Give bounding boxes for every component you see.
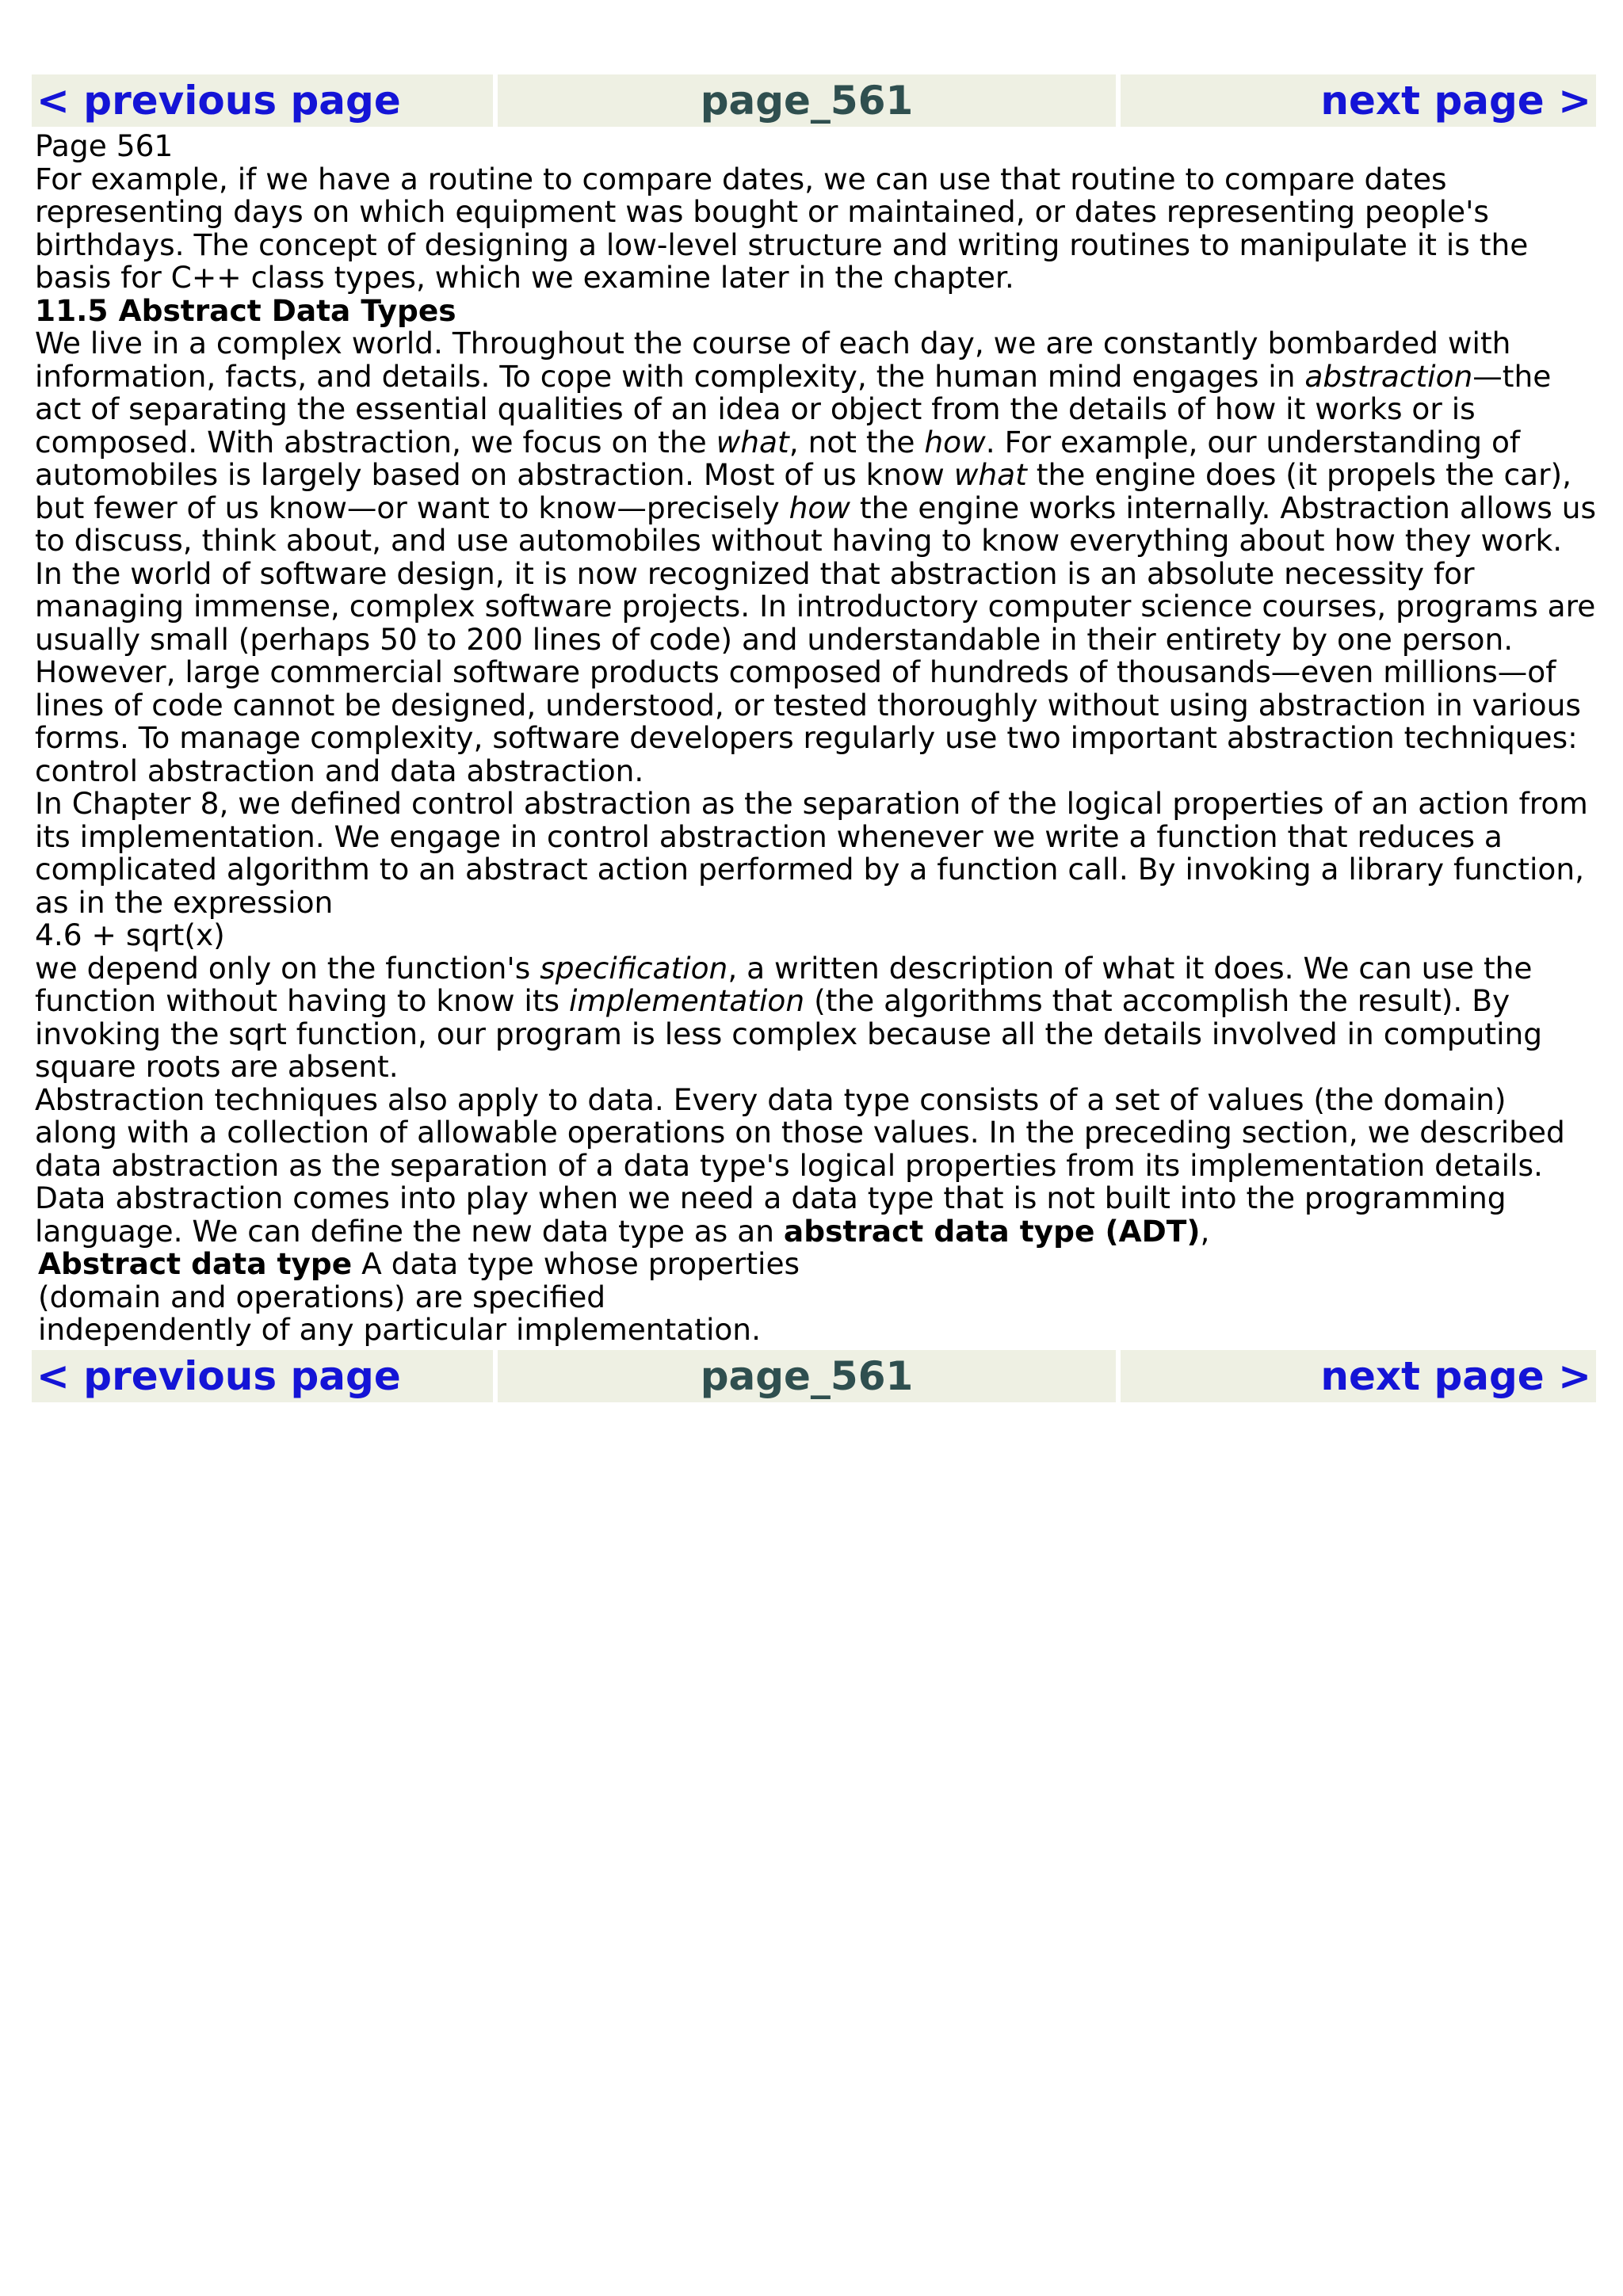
definition-line: independently of any particular implementation. bbox=[38, 1312, 761, 1347]
text-run: , a written description of what it does. We can use the function without having to know its bbox=[35, 950, 1533, 1018]
italic-term: how bbox=[789, 490, 850, 525]
definition-line bbox=[38, 1248, 1596, 1281]
italic-term: what bbox=[716, 424, 789, 460]
paragraph-1: For example, if we have a routine to compare dates, we can use that routine to compare dates representing days on which equipment was bought or maintained, or dates representing people's birthdays. The concept of designing a low-level structure and writing routines to manipulate it is the basis for C++ class types, which we examine later in the chapter. bbox=[35, 161, 1529, 295]
definition-box bbox=[35, 1248, 1596, 1347]
paragraph-4: In Chapter 8, we defined control abstraction as the separation of the logical properties of an action from its implementation. We engage in control abstraction whenever we write a function that reduces a complicated algorithm to an abstract action performed by a function call. By invoking a library function, as in the expression bbox=[35, 786, 1588, 920]
text-run: Abstraction techniques also apply to data. Every data type consists of a set of values (the domain) along with a collection of allowable operations on those values. In the preceding section, we described data abstraction as the separation of a data type's logical properties from its implementation details. Data abstraction comes into play when we need a data type that is not built into the programming language. We can define the new data type as an bbox=[35, 1081, 1565, 1249]
paragraph-6 bbox=[35, 1081, 1596, 1249]
previous-page-link[interactable]: < previous page bbox=[32, 1350, 493, 1402]
previous-page-link[interactable]: < previous page bbox=[32, 74, 493, 127]
definition-line: (domain and operations) are specified bbox=[38, 1279, 606, 1314]
section-heading: 11.5 Abstract Data Types bbox=[35, 292, 456, 328]
text-run: , not the bbox=[789, 424, 925, 460]
paragraph-5 bbox=[35, 952, 1596, 1084]
text-run: , bbox=[1200, 1213, 1210, 1249]
page bbox=[32, 74, 1596, 1402]
paragraph-2 bbox=[35, 327, 1596, 558]
text-run: the engine does (it propels the car), but fewer of us know—or want to know—precisely bbox=[35, 457, 1572, 525]
text-run: (the algorithms that accomplish the result). By invoking the sqrt function, our program is less complex because all the details involved in computing square roots are absent. bbox=[35, 983, 1543, 1084]
italic-term: how bbox=[924, 424, 986, 460]
page-number-label: Page 561 bbox=[35, 128, 174, 163]
next-page-link[interactable]: next page > bbox=[1121, 1350, 1596, 1402]
definition-text: A data type whose properties bbox=[352, 1246, 800, 1281]
page-content bbox=[32, 127, 1596, 1350]
text-run: —the act of separating the essential qualities of an idea or object from the details of how it works or is composed. With abstraction, we focus on the bbox=[35, 358, 1552, 460]
definition-term: Abstract data type bbox=[38, 1246, 353, 1281]
paragraph-3: In the world of software design, it is now recognized that abstraction is an absolute necessity for managing immense, complex software projects. In introductory computer science courses, programs are usually small (perhaps 50 to 200 lines of code) and understandable in their entirety by one person. However, large commercial software products composed of hundreds of thousands—even millions—of lines of code cannot be designed, understood, or tested thoroughly without using abstraction in various forms. To manage complexity, software developers regularly use two important abstraction techniques: control abstraction and data abstraction. bbox=[35, 555, 1596, 788]
page-id-label: page_561 bbox=[498, 1350, 1116, 1402]
code-expression: 4.6 + sqrt(x) bbox=[35, 917, 225, 952]
text-run: the engine works internally. Abstraction allows us to discuss, think about, and use automobiles without having to know everything about how they work. bbox=[35, 490, 1597, 558]
italic-term: abstraction bbox=[1304, 358, 1473, 394]
page-id-label: page_561 bbox=[498, 74, 1116, 127]
bold-term: abstract data type (ADT) bbox=[783, 1213, 1201, 1249]
bottom-nav-bar bbox=[32, 1350, 1596, 1402]
text-run: . For example, our understanding of automobiles is largely based on abstraction. Most of us know bbox=[35, 424, 1521, 492]
top-nav-bar bbox=[32, 74, 1596, 127]
italic-term: implementation bbox=[569, 983, 805, 1018]
italic-term: what bbox=[953, 457, 1027, 492]
text-run: We live in a complex world. Throughout the course of each day, we are constantly bombarded with information, facts, and details. To cope with complexity, the human mind engages in bbox=[35, 326, 1511, 394]
next-page-link[interactable]: next page > bbox=[1121, 74, 1596, 127]
text-run: we depend only on the function's bbox=[35, 950, 540, 986]
italic-term: specification bbox=[540, 950, 728, 986]
